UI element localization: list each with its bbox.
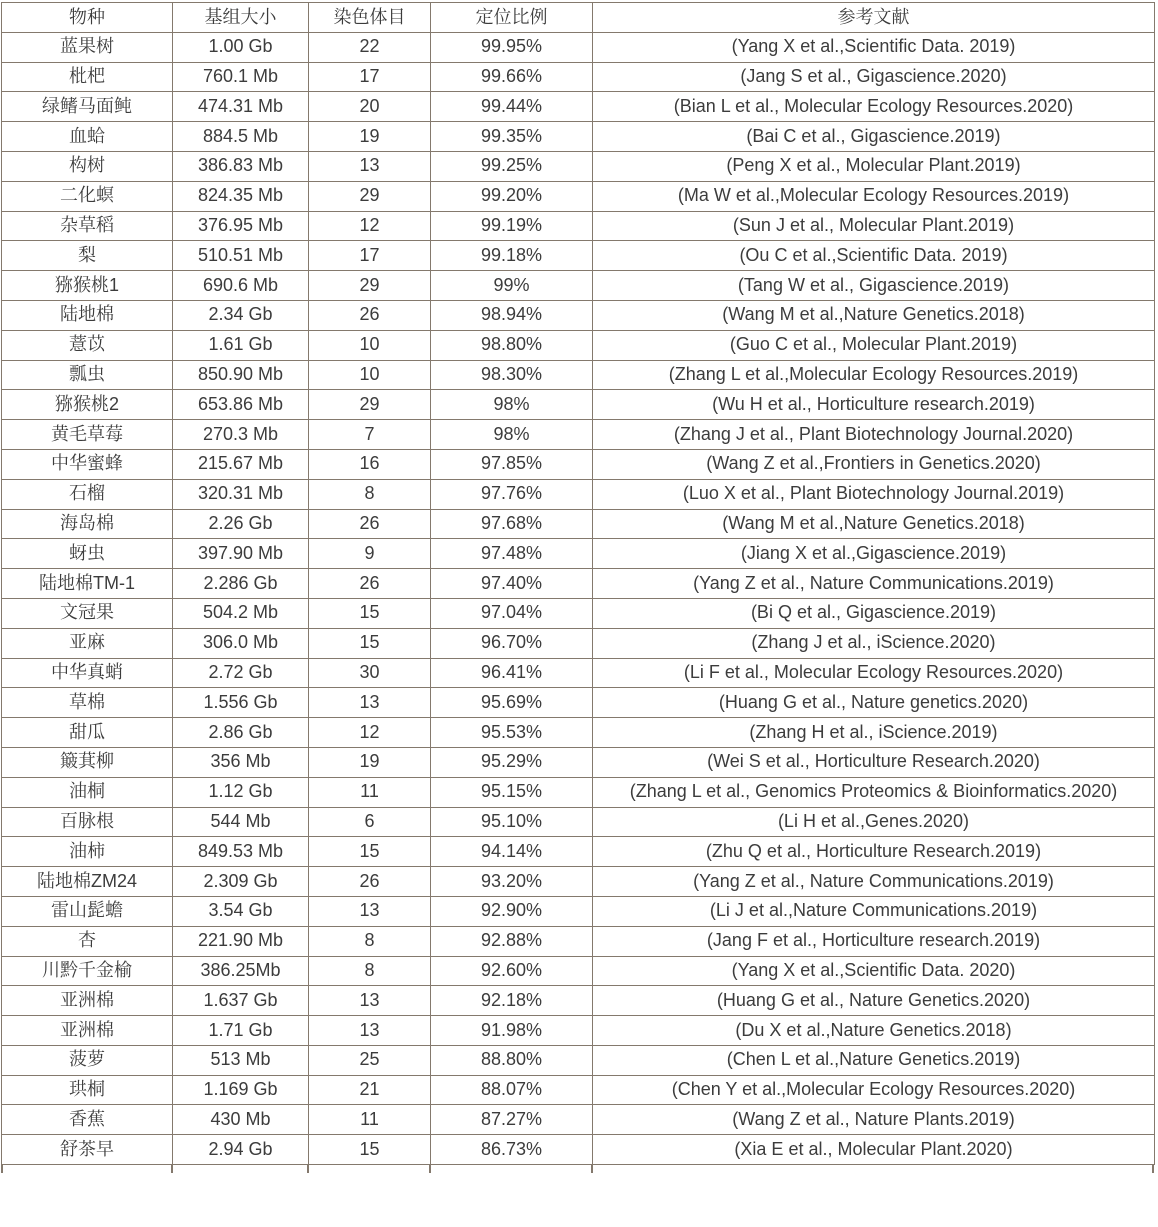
- reference-cell: (Bai C et al., Gigascience.2019): [593, 122, 1155, 152]
- table-row: [2, 271, 1155, 301]
- table-row: [2, 181, 1155, 211]
- anchor-ratio-cell: 98.94%: [431, 300, 593, 330]
- reference-cell: (Li J et al.,Nature Communications.2019): [593, 896, 1155, 926]
- chromosome-count-cell: 26: [309, 867, 431, 897]
- table-row: [2, 896, 1155, 926]
- table-row: [2, 1135, 1155, 1165]
- genome-size-cell: 1.12 Gb: [173, 777, 309, 807]
- genome-size-cell: 474.31 Mb: [173, 92, 309, 122]
- species-cell: 猕猴桃2: [2, 390, 173, 420]
- chromosome-count-cell: 15: [309, 1135, 431, 1165]
- genome-size-cell: 306.0 Mb: [173, 628, 309, 658]
- anchor-ratio-cell: 99.95%: [431, 32, 593, 62]
- anchor-ratio-cell: 95.29%: [431, 747, 593, 777]
- species-cell: 海岛棉: [2, 509, 173, 539]
- chromosome-count-cell: 10: [309, 360, 431, 390]
- table-body: [2, 32, 1155, 1164]
- chromosome-count-cell: 11: [309, 777, 431, 807]
- chromosome-count-cell: 26: [309, 300, 431, 330]
- reference-cell: (Ma W et al.,Molecular Ecology Resources.2019): [593, 181, 1155, 211]
- anchor-ratio-cell: 96.70%: [431, 628, 593, 658]
- anchor-ratio-cell: 93.20%: [431, 867, 593, 897]
- table-row: [2, 539, 1155, 569]
- reference-cell: (Zhu Q et al., Horticulture Research.2019): [593, 837, 1155, 867]
- species-cell: 瓢虫: [2, 360, 173, 390]
- anchor-ratio-cell: 87.27%: [431, 1105, 593, 1135]
- reference-cell: (Du X et al.,Nature Genetics.2018): [593, 1016, 1155, 1046]
- species-cell: 亚洲棉: [2, 1016, 173, 1046]
- chromosome-count-cell: 12: [309, 211, 431, 241]
- species-cell: 梨: [2, 241, 173, 271]
- reference-cell: (Zhang L et al.,Molecular Ecology Resources.2019): [593, 360, 1155, 390]
- table-row: [2, 628, 1155, 658]
- species-cell: 百脉根: [2, 807, 173, 837]
- chromosome-count-cell: 22: [309, 32, 431, 62]
- reference-cell: (Wei S et al., Horticulture Research.2020): [593, 747, 1155, 777]
- table-row: [2, 92, 1155, 122]
- chromosome-count-cell: 13: [309, 896, 431, 926]
- table-row: [2, 390, 1155, 420]
- genome-size-cell: 510.51 Mb: [173, 241, 309, 271]
- species-cell: 黄毛草莓: [2, 420, 173, 450]
- species-cell: 杏: [2, 926, 173, 956]
- table-row: [2, 360, 1155, 390]
- table-row: [2, 300, 1155, 330]
- reference-cell: (Bi Q et al., Gigascience.2019): [593, 598, 1155, 628]
- reference-cell: (Li F et al., Molecular Ecology Resources.2020): [593, 658, 1155, 688]
- reference-cell: (Yang X et al.,Scientific Data. 2019): [593, 32, 1155, 62]
- reference-cell: (Luo X et al., Plant Biotechnology Journal.2019): [593, 479, 1155, 509]
- reference-cell: (Wang Z et al.,Frontiers in Genetics.2020): [593, 449, 1155, 479]
- table-row: [2, 837, 1155, 867]
- table-row: [2, 449, 1155, 479]
- anchor-ratio-cell: 99.18%: [431, 241, 593, 271]
- table-row: [2, 777, 1155, 807]
- reference-cell: (Peng X et al., Molecular Plant.2019): [593, 151, 1155, 181]
- table-row: [2, 122, 1155, 152]
- anchor-ratio-cell: 98%: [431, 420, 593, 450]
- chromosome-count-cell: 29: [309, 390, 431, 420]
- chromosome-count-cell: 29: [309, 271, 431, 301]
- table-row: [2, 1075, 1155, 1105]
- genome-size-cell: 2.309 Gb: [173, 867, 309, 897]
- table-row: [2, 1016, 1155, 1046]
- genome-size-cell: 1.61 Gb: [173, 330, 309, 360]
- species-cell: 甜瓜: [2, 718, 173, 748]
- reference-cell: (Zhang J et al., Plant Biotechnology Journal.2020): [593, 420, 1155, 450]
- anchor-ratio-cell: 92.90%: [431, 896, 593, 926]
- chromosome-count-cell: 8: [309, 479, 431, 509]
- anchor-ratio-cell: 88.07%: [431, 1075, 593, 1105]
- table-row: [2, 867, 1155, 897]
- chromosome-count-cell: 20: [309, 92, 431, 122]
- species-cell: 文冠果: [2, 598, 173, 628]
- reference-cell: (Xia E et al., Molecular Plant.2020): [593, 1135, 1155, 1165]
- reference-cell: (Bian L et al., Molecular Ecology Resources.2020): [593, 92, 1155, 122]
- table-row: [2, 479, 1155, 509]
- genome-size-cell: 430 Mb: [173, 1105, 309, 1135]
- reference-cell: (Jang F et al., Horticulture research.2019): [593, 926, 1155, 956]
- chromosome-count-cell: 10: [309, 330, 431, 360]
- genome-size-cell: 1.169 Gb: [173, 1075, 309, 1105]
- reference-cell: (Huang G et al., Nature genetics.2020): [593, 688, 1155, 718]
- table-row: [2, 1105, 1155, 1135]
- table-header: [2, 3, 1155, 33]
- chromosome-count-cell: 15: [309, 628, 431, 658]
- table-row: [2, 509, 1155, 539]
- species-cell: 猕猴桃1: [2, 271, 173, 301]
- table-row: [2, 211, 1155, 241]
- table-row: [2, 32, 1155, 62]
- genome-size-cell: 690.6 Mb: [173, 271, 309, 301]
- species-cell: 血蛤: [2, 122, 173, 152]
- species-cell: 香蕉: [2, 1105, 173, 1135]
- chromosome-count-cell: 13: [309, 688, 431, 718]
- col-header-genome-size: 基组大小: [173, 3, 309, 33]
- table-row: [2, 986, 1155, 1016]
- table-row: [2, 718, 1155, 748]
- anchor-ratio-cell: 98.30%: [431, 360, 593, 390]
- anchor-ratio-cell: 97.04%: [431, 598, 593, 628]
- genome-size-cell: 824.35 Mb: [173, 181, 309, 211]
- genome-size-cell: 1.71 Gb: [173, 1016, 309, 1046]
- species-cell: 枇杷: [2, 62, 173, 92]
- reference-cell: (Sun J et al., Molecular Plant.2019): [593, 211, 1155, 241]
- genome-size-cell: 2.286 Gb: [173, 569, 309, 599]
- species-cell: 草棉: [2, 688, 173, 718]
- reference-cell: (Jang S et al., Gigascience.2020): [593, 62, 1155, 92]
- chromosome-count-cell: 6: [309, 807, 431, 837]
- species-cell: 舒茶早: [2, 1135, 173, 1165]
- species-cell: 绿鳍马面鲀: [2, 92, 173, 122]
- species-cell: 石榴: [2, 479, 173, 509]
- genome-size-cell: 850.90 Mb: [173, 360, 309, 390]
- species-cell: 雷山髭蟾: [2, 896, 173, 926]
- genome-size-cell: 544 Mb: [173, 807, 309, 837]
- genome-size-cell: 270.3 Mb: [173, 420, 309, 450]
- chromosome-count-cell: 12: [309, 718, 431, 748]
- table-row: [2, 62, 1155, 92]
- chromosome-count-cell: 13: [309, 1016, 431, 1046]
- anchor-ratio-cell: 97.68%: [431, 509, 593, 539]
- genome-size-cell: 2.26 Gb: [173, 509, 309, 539]
- genome-size-cell: 2.34 Gb: [173, 300, 309, 330]
- anchor-ratio-cell: 91.98%: [431, 1016, 593, 1046]
- chromosome-count-cell: 7: [309, 420, 431, 450]
- anchor-ratio-cell: 96.41%: [431, 658, 593, 688]
- chromosome-count-cell: 16: [309, 449, 431, 479]
- genome-size-cell: 1.00 Gb: [173, 32, 309, 62]
- anchor-ratio-cell: 99.66%: [431, 62, 593, 92]
- anchor-ratio-cell: 99%: [431, 271, 593, 301]
- chromosome-count-cell: 15: [309, 598, 431, 628]
- genome-size-cell: 2.86 Gb: [173, 718, 309, 748]
- table-row: [2, 688, 1155, 718]
- genome-size-cell: 386.83 Mb: [173, 151, 309, 181]
- chromosome-count-cell: 17: [309, 62, 431, 92]
- chromosome-count-cell: 17: [309, 241, 431, 271]
- reference-cell: (Yang Z et al., Nature Communications.2019): [593, 867, 1155, 897]
- genome-size-cell: 386.25Mb: [173, 956, 309, 986]
- cutoff-partial-row: [1, 1165, 1154, 1173]
- reference-cell: (Huang G et al., Nature Genetics.2020): [593, 986, 1155, 1016]
- chromosome-count-cell: 19: [309, 122, 431, 152]
- species-cell: 珙桐: [2, 1075, 173, 1105]
- anchor-ratio-cell: 95.15%: [431, 777, 593, 807]
- genome-size-cell: 1.637 Gb: [173, 986, 309, 1016]
- reference-cell: (Wu H et al., Horticulture research.2019): [593, 390, 1155, 420]
- anchor-ratio-cell: 92.60%: [431, 956, 593, 986]
- anchor-ratio-cell: 99.19%: [431, 211, 593, 241]
- table-row: [2, 956, 1155, 986]
- genome-assembly-table: [1, 2, 1155, 1165]
- genome-size-cell: 884.5 Mb: [173, 122, 309, 152]
- anchor-ratio-cell: 99.35%: [431, 122, 593, 152]
- genome-size-cell: 504.2 Mb: [173, 598, 309, 628]
- reference-cell: (Zhang L et al., Genomics Proteomics & Bioinformatics.2020): [593, 777, 1155, 807]
- genome-size-cell: 2.72 Gb: [173, 658, 309, 688]
- chromosome-count-cell: 30: [309, 658, 431, 688]
- chromosome-count-cell: 13: [309, 986, 431, 1016]
- chromosome-count-cell: 13: [309, 151, 431, 181]
- anchor-ratio-cell: 95.69%: [431, 688, 593, 718]
- genome-size-cell: 760.1 Mb: [173, 62, 309, 92]
- genome-size-cell: 1.556 Gb: [173, 688, 309, 718]
- species-cell: 中华真蛸: [2, 658, 173, 688]
- species-cell: 菠萝: [2, 1045, 173, 1075]
- anchor-ratio-cell: 92.88%: [431, 926, 593, 956]
- genome-size-cell: 397.90 Mb: [173, 539, 309, 569]
- species-cell: 陆地棉TM-1: [2, 569, 173, 599]
- chromosome-count-cell: 26: [309, 509, 431, 539]
- chromosome-count-cell: 25: [309, 1045, 431, 1075]
- chromosome-count-cell: 15: [309, 837, 431, 867]
- reference-cell: (Chen Y et al.,Molecular Ecology Resources.2020): [593, 1075, 1155, 1105]
- reference-cell: (Guo C et al., Molecular Plant.2019): [593, 330, 1155, 360]
- col-header-reference: 参考文献: [593, 3, 1155, 33]
- anchor-ratio-cell: 99.25%: [431, 151, 593, 181]
- genome-size-cell: 356 Mb: [173, 747, 309, 777]
- genome-size-cell: 2.94 Gb: [173, 1135, 309, 1165]
- species-cell: 陆地棉ZM24: [2, 867, 173, 897]
- header-row: [2, 3, 1155, 33]
- genome-size-cell: 653.86 Mb: [173, 390, 309, 420]
- reference-cell: (Jiang X et al.,Gigascience.2019): [593, 539, 1155, 569]
- col-header-species: 物种: [2, 3, 173, 33]
- chromosome-count-cell: 29: [309, 181, 431, 211]
- chromosome-count-cell: 19: [309, 747, 431, 777]
- anchor-ratio-cell: 88.80%: [431, 1045, 593, 1075]
- species-cell: 川黔千金榆: [2, 956, 173, 986]
- table-row: [2, 241, 1155, 271]
- anchor-ratio-cell: 94.14%: [431, 837, 593, 867]
- anchor-ratio-cell: 97.40%: [431, 569, 593, 599]
- genome-size-cell: 320.31 Mb: [173, 479, 309, 509]
- genome-size-cell: 215.67 Mb: [173, 449, 309, 479]
- species-cell: 蓝果树: [2, 32, 173, 62]
- reference-cell: (Chen L et al.,Nature Genetics.2019): [593, 1045, 1155, 1075]
- species-cell: 油桐: [2, 777, 173, 807]
- reference-cell: (Wang Z et al., Nature Plants.2019): [593, 1105, 1155, 1135]
- reference-cell: (Wang M et al.,Nature Genetics.2018): [593, 300, 1155, 330]
- col-header-anchor-ratio: 定位比例: [431, 3, 593, 33]
- species-cell: 蚜虫: [2, 539, 173, 569]
- anchor-ratio-cell: 99.20%: [431, 181, 593, 211]
- reference-cell: (Yang Z et al., Nature Communications.2019): [593, 569, 1155, 599]
- reference-cell: (Ou C et al.,Scientific Data. 2019): [593, 241, 1155, 271]
- table-row: [2, 420, 1155, 450]
- chromosome-count-cell: 21: [309, 1075, 431, 1105]
- species-cell: 薏苡: [2, 330, 173, 360]
- anchor-ratio-cell: 99.44%: [431, 92, 593, 122]
- table-row: [2, 658, 1155, 688]
- table-row: [2, 926, 1155, 956]
- genome-size-cell: 849.53 Mb: [173, 837, 309, 867]
- chromosome-count-cell: 8: [309, 956, 431, 986]
- table-row: [2, 1045, 1155, 1075]
- genome-size-cell: 221.90 Mb: [173, 926, 309, 956]
- anchor-ratio-cell: 98%: [431, 390, 593, 420]
- species-cell: 二化螟: [2, 181, 173, 211]
- reference-cell: (Wang M et al.,Nature Genetics.2018): [593, 509, 1155, 539]
- table-row: [2, 807, 1155, 837]
- species-cell: 中华蜜蜂: [2, 449, 173, 479]
- table-row: [2, 598, 1155, 628]
- anchor-ratio-cell: 97.48%: [431, 539, 593, 569]
- species-cell: 构树: [2, 151, 173, 181]
- col-header-chromosome-count: 染色体目: [309, 3, 431, 33]
- anchor-ratio-cell: 97.85%: [431, 449, 593, 479]
- reference-cell: (Zhang H et al., iScience.2019): [593, 718, 1155, 748]
- table-row: [2, 151, 1155, 181]
- genome-size-cell: 376.95 Mb: [173, 211, 309, 241]
- reference-cell: (Tang W et al., Gigascience.2019): [593, 271, 1155, 301]
- species-cell: 陆地棉: [2, 300, 173, 330]
- anchor-ratio-cell: 97.76%: [431, 479, 593, 509]
- reference-cell: (Zhang J et al., iScience.2020): [593, 628, 1155, 658]
- table-row: [2, 569, 1155, 599]
- table-row: [2, 747, 1155, 777]
- reference-cell: (Li H et al.,Genes.2020): [593, 807, 1155, 837]
- species-cell: 杂草稻: [2, 211, 173, 241]
- anchor-ratio-cell: 95.10%: [431, 807, 593, 837]
- genome-size-cell: 3.54 Gb: [173, 896, 309, 926]
- chromosome-count-cell: 26: [309, 569, 431, 599]
- table-row: [2, 330, 1155, 360]
- anchor-ratio-cell: 98.80%: [431, 330, 593, 360]
- chromosome-count-cell: 8: [309, 926, 431, 956]
- chromosome-count-cell: 11: [309, 1105, 431, 1135]
- anchor-ratio-cell: 86.73%: [431, 1135, 593, 1165]
- species-cell: 亚麻: [2, 628, 173, 658]
- anchor-ratio-cell: 95.53%: [431, 718, 593, 748]
- species-cell: 簸萁柳: [2, 747, 173, 777]
- chromosome-count-cell: 9: [309, 539, 431, 569]
- species-cell: 亚洲棉: [2, 986, 173, 1016]
- reference-cell: (Yang X et al.,Scientific Data. 2020): [593, 956, 1155, 986]
- species-cell: 油柿: [2, 837, 173, 867]
- anchor-ratio-cell: 92.18%: [431, 986, 593, 1016]
- genome-size-cell: 513 Mb: [173, 1045, 309, 1075]
